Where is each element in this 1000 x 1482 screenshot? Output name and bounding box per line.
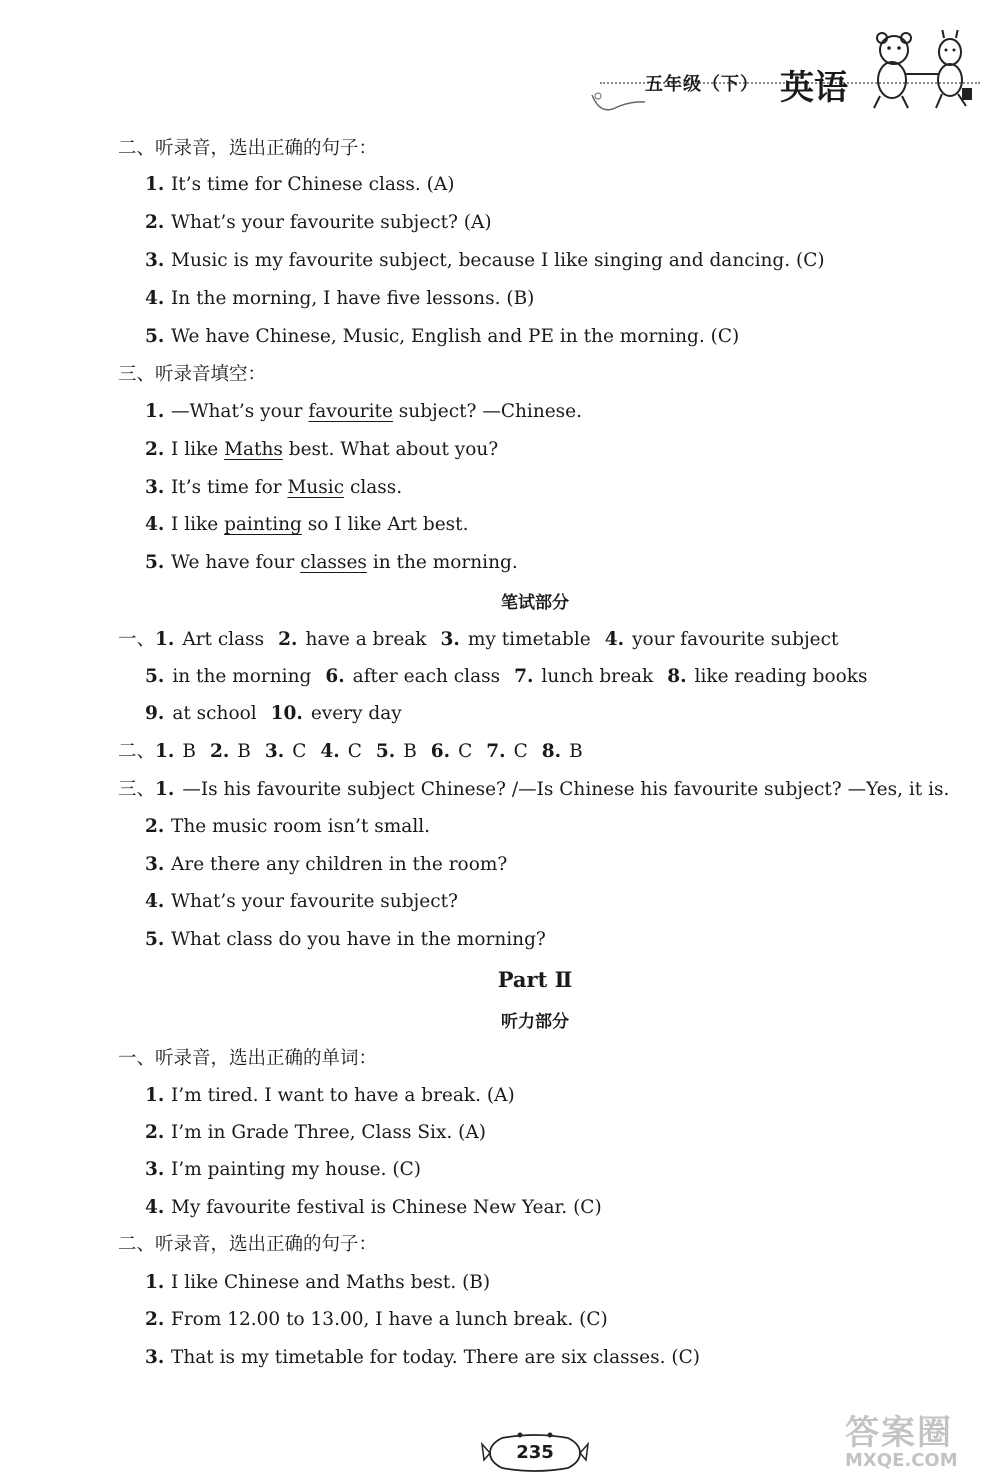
- item-number: 4.: [145, 288, 165, 309]
- item-number: 7.: [514, 666, 534, 687]
- cartoon-animals-icon: [862, 30, 982, 110]
- item-number: 3.: [440, 629, 460, 650]
- part-title: Part Ⅱ: [497, 967, 573, 992]
- item-text: In the morning, I have five lessons. (B): [171, 288, 535, 309]
- item-number: 3.: [264, 741, 285, 762]
- fill-blank-item: [145, 513, 468, 537]
- grade-label: 五年级（下）: [645, 74, 759, 95]
- item-text: your favourite subject: [632, 629, 839, 650]
- item-number: 8.: [541, 741, 562, 762]
- item-number: 8.: [667, 666, 687, 687]
- item-text: B: [182, 741, 196, 762]
- answer-item: [145, 1196, 602, 1220]
- item-text: It’s time for Chinese class. (A): [171, 174, 455, 195]
- section-heading: 三、听录音填空：: [118, 364, 267, 385]
- item-text: every day: [310, 703, 402, 724]
- item-number: 1.: [155, 629, 175, 650]
- item-number: 3.: [145, 1159, 165, 1180]
- item-text: That is my timetable for today. There are six classes. (C): [171, 1347, 700, 1368]
- item-number: 2.: [145, 1122, 165, 1143]
- blank-answer: favourite: [308, 401, 393, 422]
- fill-blank-item: [145, 551, 518, 575]
- item-number: 10.: [270, 703, 303, 724]
- item-text: What’s your favourite subject? (A): [171, 212, 492, 233]
- item-text: C: [292, 741, 307, 762]
- item-text: I’m painting my house. (C): [171, 1159, 421, 1180]
- item-number: 2.: [278, 629, 298, 650]
- item-number: 1.: [145, 401, 165, 422]
- answer-item: [145, 1346, 700, 1370]
- answer-item: [145, 928, 546, 952]
- answer-item: [145, 211, 492, 235]
- item-text-after: in the morning.: [366, 552, 518, 573]
- item-number: 5.: [145, 326, 165, 347]
- item-number: 1.: [145, 174, 165, 195]
- blank-answer: classes: [300, 552, 367, 573]
- answer-item: [145, 815, 430, 839]
- item-text: C: [458, 741, 473, 762]
- item-number: 5.: [145, 929, 165, 950]
- section-prefix: 二、: [118, 741, 156, 762]
- item-text: at school: [172, 703, 257, 724]
- answer-item: [145, 1084, 515, 1108]
- item-text: B: [237, 741, 251, 762]
- page-header: [590, 30, 990, 110]
- item-number: 2.: [145, 439, 165, 460]
- item-text: C: [347, 741, 362, 762]
- item-text-after: subject? —Chinese.: [392, 401, 583, 422]
- page-number: 235: [516, 1442, 554, 1463]
- item-number: 2.: [145, 212, 165, 233]
- watermark-bottom-text: MXQE.COM: [845, 1450, 958, 1471]
- item-text: B: [569, 741, 583, 762]
- item-number: 4.: [145, 1197, 165, 1218]
- item-text-after: best. What about you?: [282, 439, 499, 460]
- item-text: From 12.00 to 13.00, I have a lunch break. (C): [171, 1309, 608, 1330]
- item-text: like reading books: [694, 666, 868, 687]
- answer-item: [145, 890, 458, 914]
- item-text: lunch break: [541, 666, 654, 687]
- item-text: I’m in Grade Three, Class Six. (A): [171, 1122, 486, 1143]
- item-text-after: so I like Art best.: [301, 514, 469, 535]
- section-heading: 一、听录音，选出正确的单词：: [118, 1048, 378, 1069]
- item-text: We have Chinese, Music, English and PE in the morning. (C): [171, 326, 740, 347]
- blank-answer: Maths: [224, 439, 283, 460]
- item-number: 6.: [430, 741, 451, 762]
- item-text: my timetable: [467, 629, 591, 650]
- item-text: My favourite festival is Chinese New Year. (C): [171, 1197, 602, 1218]
- item-number: 7.: [486, 741, 506, 762]
- item-text: after each class: [352, 666, 501, 687]
- answer-row: [145, 665, 867, 689]
- item-text-before: We have four: [171, 552, 301, 573]
- item-number: 5.: [375, 741, 396, 762]
- item-number: 1.: [155, 779, 175, 800]
- item-text: The music room isn’t small.: [171, 816, 431, 837]
- item-text: Art class: [182, 629, 265, 650]
- item-text-before: —What’s your: [171, 401, 309, 422]
- watermark-top-text: 答案圈: [845, 1413, 953, 1453]
- item-number: 9.: [145, 703, 165, 724]
- answer-item: [145, 853, 507, 877]
- item-number: 4.: [145, 514, 165, 535]
- answer-item: [145, 1158, 421, 1182]
- answer-row: [145, 702, 402, 726]
- item-text: B: [403, 741, 417, 762]
- item-text-before: I like: [171, 439, 225, 460]
- section-title: 笔试部分: [501, 593, 569, 613]
- answer-item: [145, 325, 739, 349]
- item-text: —Is his favourite subject Chinese? /—Is Chinese his favourite subject? —Yes, it is.: [182, 779, 950, 800]
- section-heading: 二、听录音，选出正确的句子：: [118, 138, 378, 159]
- answer-row: [118, 778, 949, 802]
- item-text-before: It’s time for: [171, 477, 288, 498]
- page-number-badge: [480, 1430, 590, 1476]
- item-number: 3.: [145, 477, 165, 498]
- section-prefix: 三、: [118, 779, 156, 800]
- subject-title: 英语: [780, 68, 848, 108]
- blank-answer: painting: [224, 514, 302, 535]
- item-text: C: [513, 741, 528, 762]
- item-number: 6.: [325, 666, 345, 687]
- item-number: 4.: [604, 629, 625, 650]
- item-text: have a break: [305, 629, 427, 650]
- item-text: What’s your favourite subject?: [171, 891, 458, 912]
- item-number: 4.: [145, 891, 165, 912]
- item-number: 3.: [145, 854, 165, 875]
- answer-item: [145, 1308, 608, 1332]
- item-number: 1.: [145, 1272, 165, 1293]
- item-text-after: class.: [344, 477, 403, 498]
- answer-item: [145, 1121, 486, 1145]
- item-number: 2.: [145, 1309, 165, 1330]
- item-number: 2.: [209, 741, 230, 762]
- fill-blank-item: [145, 438, 498, 462]
- item-number: 2.: [145, 816, 165, 837]
- answer-item: [145, 249, 825, 273]
- item-number: 4.: [320, 741, 340, 762]
- item-text: I like Chinese and Maths best. (B): [171, 1272, 491, 1293]
- item-text: Music is my favourite subject, because I like singing and dancing. (C): [171, 250, 825, 271]
- fill-blank-item: [145, 400, 582, 424]
- answer-item: [145, 287, 534, 311]
- item-text: What class do you have in the morning?: [171, 929, 546, 950]
- item-number: 3.: [145, 1347, 165, 1368]
- item-number: 1.: [145, 1085, 165, 1106]
- section-heading: 二、听录音，选出正确的句子：: [118, 1234, 378, 1255]
- item-number: 5.: [145, 552, 165, 573]
- vine-decoration-icon: [590, 90, 650, 120]
- item-number: 3.: [145, 250, 165, 271]
- item-text: I’m tired. I want to have a break. (A): [171, 1085, 515, 1106]
- item-number: 5.: [145, 666, 165, 687]
- answer-item: [145, 173, 454, 197]
- item-text: in the morning: [172, 666, 312, 687]
- item-text-before: I like: [171, 514, 225, 535]
- answer-row: [118, 740, 583, 764]
- blank-answer: Music: [287, 477, 345, 498]
- watermark-logo: [845, 1405, 995, 1480]
- section-title: 听力部分: [501, 1012, 569, 1032]
- section-prefix: 一、: [118, 629, 156, 650]
- item-number: 1.: [155, 741, 175, 762]
- fill-blank-item: [145, 476, 402, 500]
- item-text: Are there any children in the room?: [171, 854, 508, 875]
- answer-item: [145, 1271, 490, 1295]
- answer-row: [118, 628, 838, 652]
